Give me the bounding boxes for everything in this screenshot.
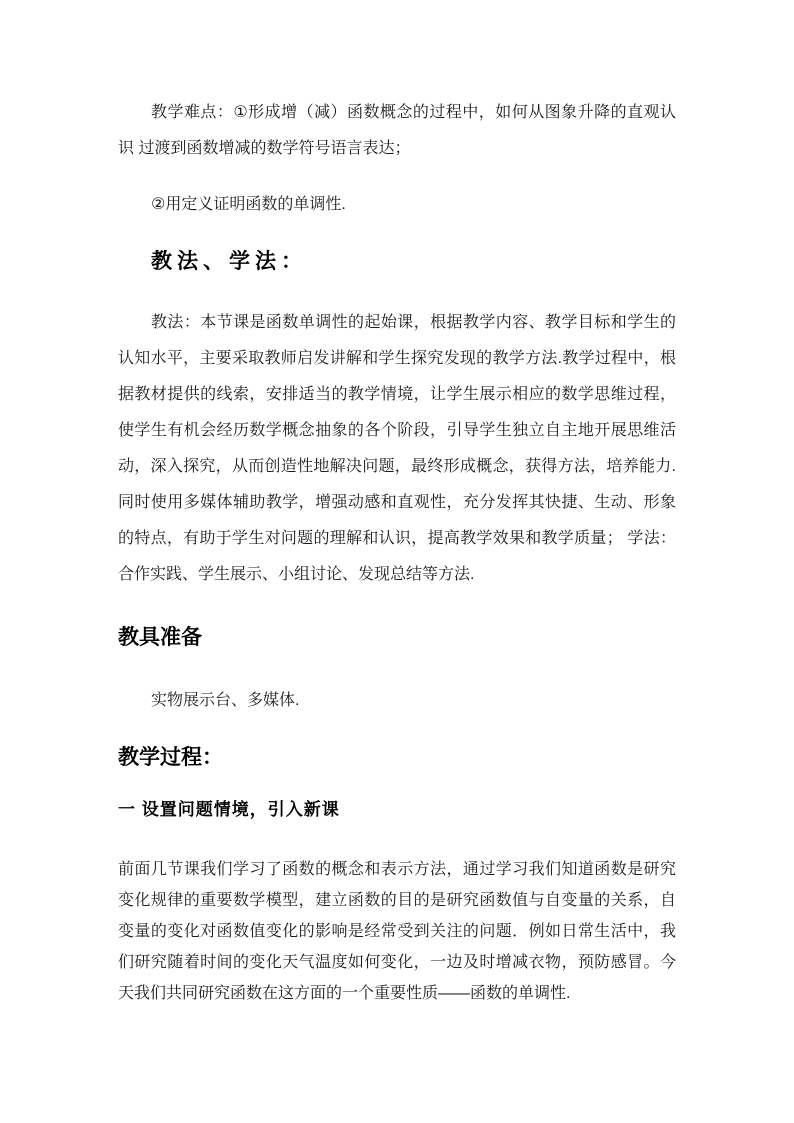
paragraph-line: 教法：本节课是函数单调性的起始课，根据教学内容、教学目标和学生的 — [151, 314, 676, 331]
paragraph-line: 据教材提供的线索，安排适当的教学情境，让学生展示相应的数学思维过程， — [118, 386, 676, 403]
teaching-difficulty-paragraph — [118, 95, 676, 167]
paragraph-line: 使学生有机会经历数学概念抽象的各个阶段，引导学生独立自主地开展思维活 — [118, 422, 676, 439]
difficulty-point2-paragraph — [118, 187, 676, 223]
paragraph-line: 认知水平，主要采取教师启发讲解和学生探究发现的教学方法.教学过程中，根 — [118, 350, 676, 367]
paragraph-line: 动，深入探究，从而创造性地解决问题，最终形成概念，获得方法，培养能力. — [118, 458, 676, 475]
heading-teaching-methods: 教法、学法： — [151, 250, 307, 273]
paragraph-line: 天我们共同研究函数在这方面的一个重要性质——函数的单调性. — [118, 985, 571, 1002]
paragraph-line: 变量的变化对函数值变化的影响是经常受到关注的问题．例如日常生活中，我 — [118, 923, 676, 940]
teaching-tools-paragraph — [118, 683, 676, 719]
paragraph-line: ②用定义证明函数的单调性. — [151, 196, 346, 213]
heading-section-one: 一 设置问题情境，引入新课 — [118, 800, 340, 819]
paragraph-line: 变化规律的重要数学模型，建立函数的目的是研究函数值与自变量的关系，自 — [118, 892, 676, 909]
paragraph-line: 的特点，有助于学生对问题的理解和认识，提高教学效果和教学质量； 学法： — [118, 530, 676, 547]
paragraph-line: 合作实践、学生展示、小组讨论、发现总结等方法. — [118, 566, 475, 583]
lesson-intro-paragraph — [118, 854, 676, 1009]
paragraph-line: 同时使用多媒体辅助教学，增强动感和直观性，充分发挥其快捷、生动、形象 — [118, 494, 676, 511]
paragraph-line: 前面几节课我们学习了函数的概念和表示方法，通过学习我们知道函数是研究 — [118, 861, 676, 878]
teaching-methods-paragraph — [118, 305, 676, 593]
heading-teaching-process: 教学过程： — [118, 746, 223, 769]
paragraph-line: 教学难点：①形成增（减）函数概念的过程中，如何从图象升降的直观认 — [151, 104, 676, 121]
paragraph-line: 识 过渡到函数增减的数学符号语言表达； — [118, 140, 411, 157]
paragraph-line: 实物展示台、多媒体. — [151, 692, 300, 709]
paragraph-line: 们研究随着时间的变化天气温度如何变化，一边及时增减衣物，预防感冒。今 — [118, 954, 676, 971]
heading-teaching-tools: 教具准备 — [118, 626, 202, 649]
